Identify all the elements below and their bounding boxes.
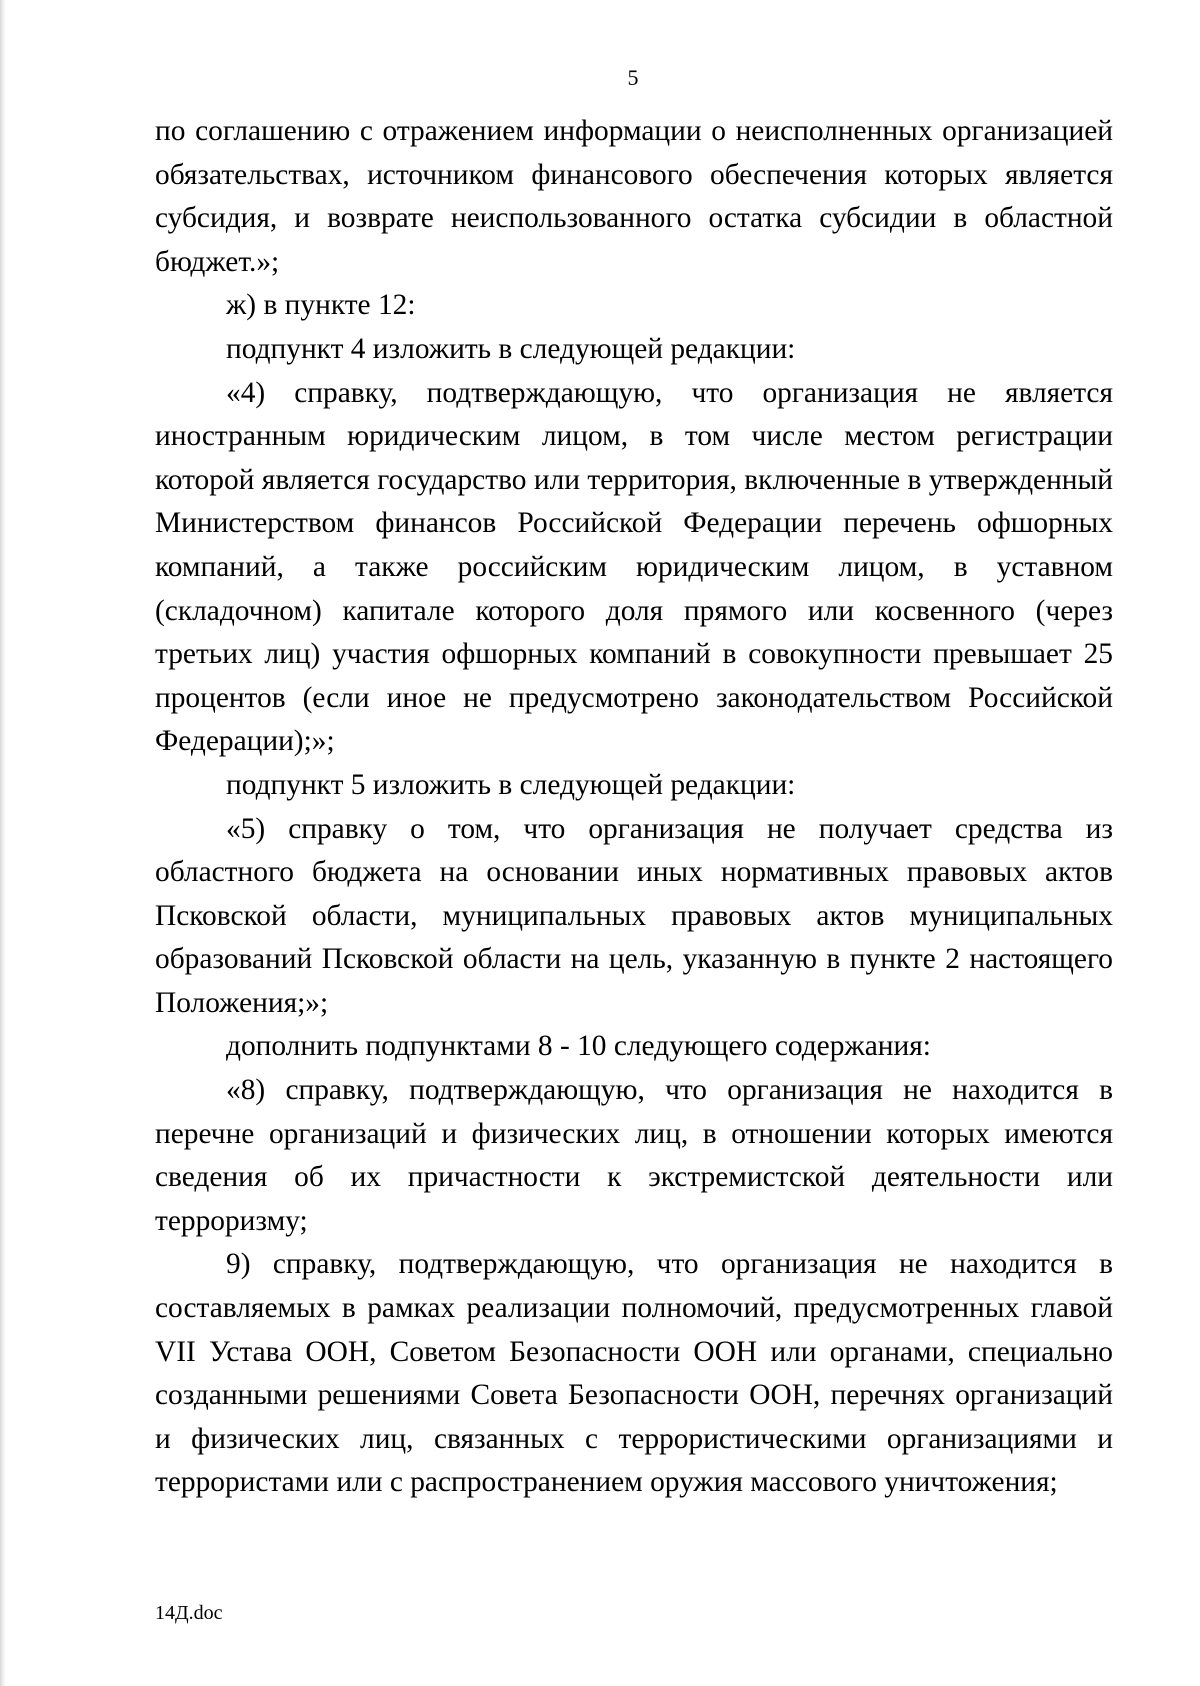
paragraph: «4) справку, подтверждающую, что организация не является иностранным юридическим лицом, в том числе местом регистрации которой является государство или территория, включенные в утвержденный Министерством финансов Российской Федерации перечень офшорных компаний, а также российским юридическим лицом, в уставном (складочном) капитале которого доля прямого или косвенного (через третьих лиц) участия офшорных компаний в совокупности превышает 25 процентов (если иное не предусмотрено законодательством Российской Федерации);»; bbox=[155, 376, 1113, 758]
paragraph: по соглашению с отражением информации о неисполненных организацией обязательствах, источником финансового обеспечения которых является субсидия, и возврате неиспользованного остатка субсидии в областной бюджет.»; bbox=[155, 115, 1113, 278]
paragraph: ж) в пункте 12: bbox=[226, 289, 416, 322]
paragraph: 9) справку, подтверждающую, что организация не находится в составляемых в рамках реализации полномочий, предусмотренных главой VII Устава ООН, Советом Безопасности ООН или органами, специально созданными решениями Совета Безопасности ООН, перечнях организаций и физических лиц, связанных с террористическими организациями и террористами или с распространением оружия массового уничтожения; bbox=[155, 1248, 1113, 1499]
document-body bbox=[155, 110, 1113, 1505]
footer-filename: 14Д.doc bbox=[155, 1602, 223, 1624]
page-number: 5 bbox=[627, 65, 639, 90]
scan-edge bbox=[0, 0, 6, 1686]
paragraph: дополнить подпунктами 8 - 10 следующего содержания: bbox=[226, 1030, 931, 1063]
paragraph: подпункт 4 изложить в следующей редакции: bbox=[226, 332, 796, 365]
paragraph: подпункт 5 изложить в следующей редакции: bbox=[226, 768, 796, 801]
paragraph: «8) справку, подтверждающую, что организация не находится в перечне организаций и физических лиц, в отношении которых имеются сведения об их причастности к экстремистской деятельности или терроризму; bbox=[155, 1074, 1113, 1237]
paragraph: «5) справку о том, что организация не получает средства из областного бюджета на основании иных нормативных правовых актов Псковской области, муниципальных правовых актов муниципальных образований Псковской области на цель, указанную в пункте 2 настоящего Положения;»; bbox=[155, 812, 1113, 1019]
